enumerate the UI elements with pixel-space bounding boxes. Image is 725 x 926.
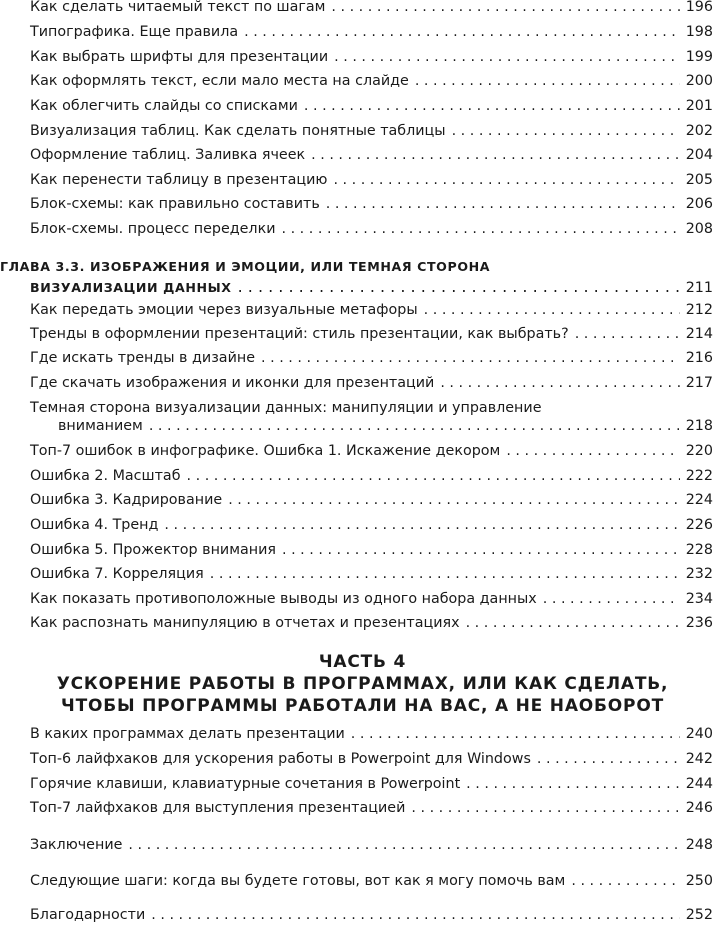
entry-page: 220 bbox=[685, 443, 713, 459]
entry-page: 242 bbox=[685, 751, 713, 767]
toc-entry bbox=[30, 220, 713, 238]
entry-title: Как облегчить слайды со списками bbox=[30, 98, 298, 114]
toc-entry bbox=[30, 72, 713, 90]
leader-dots bbox=[466, 775, 680, 793]
part-title-line1: УСКОРЕНИЕ РАБОТЫ В ПРОГРАММАХ, ИЛИ КАК СДЕЛАТЬ, bbox=[56, 674, 669, 694]
entry-title: Оформление таблиц. Заливка ячеек bbox=[30, 147, 306, 163]
toc-entry bbox=[30, 0, 713, 16]
leader-dots bbox=[415, 72, 680, 90]
chapter-heading-row bbox=[30, 277, 713, 296]
toc-entry bbox=[30, 725, 713, 743]
entry-title: Топ-7 лайфхаков для выступления презентацией bbox=[30, 800, 406, 816]
entry-title: Где скачать изображения и иконки для презентаций bbox=[30, 375, 435, 391]
toc-entry bbox=[30, 171, 713, 189]
entry-title: Топ-6 лайфхаков для ускорения работы в Powerpoint для Windows bbox=[30, 751, 531, 767]
entry-title-line1: Темная сторона визуализации данных: манипуляции и управление bbox=[30, 400, 542, 416]
entry-page: 208 bbox=[685, 221, 713, 237]
leader-dots bbox=[238, 277, 680, 296]
part-title-line2: ЧТОБЫ ПРОГРАММЫ РАБОТАЛИ НА ВАС, А НЕ НАОБОРОТ bbox=[61, 696, 664, 716]
entry-title: Ошибка 5. Прожектор внимания bbox=[30, 542, 276, 558]
entry-page: 212 bbox=[685, 302, 713, 318]
part-label: ЧАСТЬ 4 bbox=[318, 652, 407, 672]
entry-title: Ошибка 4. Тренд bbox=[30, 517, 159, 533]
entry-page: 217 bbox=[685, 375, 713, 391]
toc-entry bbox=[30, 614, 713, 632]
leader-dots bbox=[334, 48, 680, 66]
entry-page: 226 bbox=[685, 517, 713, 533]
leader-dots bbox=[452, 122, 680, 140]
entry-title: Как показать противоположные выводы из одного набора данных bbox=[30, 591, 537, 607]
leader-dots bbox=[244, 23, 680, 41]
entry-title: Как передать эмоции через визуальные метафоры bbox=[30, 302, 418, 318]
leader-dots bbox=[333, 171, 679, 189]
entry-page: 214 bbox=[685, 326, 713, 342]
toc-entry bbox=[30, 565, 713, 583]
toc-entry bbox=[30, 541, 713, 559]
entry-title: Блок-схемы: как правильно составить bbox=[30, 196, 320, 212]
entry-title: Как перенести таблицу в презентацию bbox=[30, 172, 328, 188]
leader-dots bbox=[466, 614, 680, 632]
entry-page: 200 bbox=[685, 73, 713, 89]
toc-entry bbox=[58, 417, 713, 435]
entry-page: 228 bbox=[685, 542, 713, 558]
leader-dots bbox=[151, 906, 679, 924]
entry-page: 240 bbox=[685, 726, 713, 742]
leader-dots bbox=[331, 0, 679, 16]
toc-entry bbox=[30, 195, 713, 213]
toc-entry bbox=[30, 516, 713, 534]
entry-page: 199 bbox=[685, 49, 713, 65]
entry-page: 250 bbox=[685, 873, 713, 889]
chapter-page: 211 bbox=[685, 280, 713, 296]
entry-page: 252 bbox=[685, 907, 713, 923]
entry-page: 224 bbox=[685, 492, 713, 508]
toc-entry bbox=[30, 836, 713, 854]
entry-title: Ошибка 3. Кадрирование bbox=[30, 492, 223, 508]
entry-title: Тренды в оформлении презентаций: стиль презентации, как выбрать? bbox=[30, 326, 569, 342]
toc-entry bbox=[30, 349, 713, 367]
entry-title-line2: вниманием bbox=[58, 418, 143, 434]
entry-page: 201 bbox=[685, 98, 713, 114]
leader-dots bbox=[228, 491, 680, 509]
leader-dots bbox=[164, 516, 679, 534]
toc-entry bbox=[30, 146, 713, 164]
toc-entry bbox=[30, 906, 713, 924]
leader-dots bbox=[149, 417, 680, 435]
entry-page: 232 bbox=[685, 566, 713, 582]
entry-title: Топ-7 ошибок в инфографике. Ошибка 1. Искажение декором bbox=[30, 443, 501, 459]
toc-entry bbox=[30, 325, 713, 343]
entry-page: 234 bbox=[685, 591, 713, 607]
leader-dots bbox=[210, 565, 680, 583]
entry-title: Благодарности bbox=[30, 907, 146, 923]
leader-dots bbox=[571, 872, 679, 890]
toc-entry bbox=[30, 48, 713, 66]
toc-entry bbox=[30, 23, 713, 41]
entry-title: Следующие шаги: когда вы будете готовы, вот как я могу помочь вам bbox=[30, 873, 566, 889]
entry-title: Как выбрать шрифты для презентации bbox=[30, 49, 329, 65]
leader-dots bbox=[506, 442, 679, 460]
toc-entry bbox=[30, 775, 713, 793]
toc-entry bbox=[30, 122, 713, 140]
leader-dots bbox=[543, 590, 680, 608]
toc-entry bbox=[30, 301, 713, 319]
leader-dots bbox=[440, 374, 679, 392]
entry-title: Визуализация таблиц. Как сделать понятные таблицы bbox=[30, 123, 446, 139]
leader-dots bbox=[282, 541, 680, 559]
entry-page: 196 bbox=[685, 0, 713, 15]
entry-page: 222 bbox=[685, 468, 713, 484]
toc-entry bbox=[30, 467, 713, 485]
chapter-heading-line1: ГЛАВА 3.3. ИЗОБРАЖЕНИЯ И ЭМОЦИИ, ИЛИ ТЕМНАЯ СТОРОНА bbox=[0, 259, 491, 274]
entry-page: 198 bbox=[685, 24, 713, 40]
entry-title: В каких программах делать презентации bbox=[30, 726, 345, 742]
leader-dots bbox=[326, 195, 680, 213]
entry-title: Ошибка 2. Масштаб bbox=[30, 468, 181, 484]
entry-title: Горячие клавиши, клавиатурные сочетания в Powerpoint bbox=[30, 776, 461, 792]
entry-page: 216 bbox=[685, 350, 713, 366]
entry-page: 206 bbox=[685, 196, 713, 212]
entry-page: 236 bbox=[685, 615, 713, 631]
entry-title: Как оформлять текст, если мало места на слайде bbox=[30, 73, 409, 89]
toc-entry bbox=[30, 750, 713, 768]
entry-page: 204 bbox=[685, 147, 713, 163]
leader-dots bbox=[351, 725, 680, 743]
entry-page: 244 bbox=[685, 776, 713, 792]
leader-dots bbox=[261, 349, 680, 367]
entry-title: Где искать тренды в дизайне bbox=[30, 350, 256, 366]
leader-dots bbox=[128, 836, 679, 854]
entry-page: 205 bbox=[685, 172, 713, 188]
leader-dots bbox=[282, 220, 680, 238]
entry-title: Типографика. Еще правила bbox=[30, 24, 239, 40]
leader-dots bbox=[187, 467, 680, 485]
entry-title: Блок-схемы. процесс переделки bbox=[30, 221, 276, 237]
entry-title: Заключение bbox=[30, 837, 123, 853]
entry-page: 248 bbox=[685, 837, 713, 853]
leader-dots bbox=[424, 301, 680, 319]
toc-entry bbox=[30, 374, 713, 392]
chapter-heading-line2: ВИЗУАЛИЗАЦИИ ДАННЫХ bbox=[30, 280, 232, 295]
entry-page: 246 bbox=[685, 800, 713, 816]
entry-page: 218 bbox=[685, 418, 713, 434]
leader-dots bbox=[411, 799, 679, 817]
entry-title: Как распознать манипуляцию в отчетах и презентациях bbox=[30, 615, 460, 631]
entry-page: 202 bbox=[685, 123, 713, 139]
toc-entry bbox=[30, 442, 713, 460]
toc-entry bbox=[30, 590, 713, 608]
toc-entry bbox=[30, 872, 713, 890]
entry-title: Ошибка 7. Корреляция bbox=[30, 566, 204, 582]
leader-dots bbox=[575, 325, 680, 343]
entry-title: Как сделать читаемый текст по шагам bbox=[30, 0, 326, 15]
leader-dots bbox=[311, 146, 680, 164]
leader-dots bbox=[537, 750, 680, 768]
toc-entry bbox=[30, 799, 713, 817]
leader-dots bbox=[304, 97, 680, 115]
toc-entry bbox=[30, 97, 713, 115]
toc-entry bbox=[30, 491, 713, 509]
